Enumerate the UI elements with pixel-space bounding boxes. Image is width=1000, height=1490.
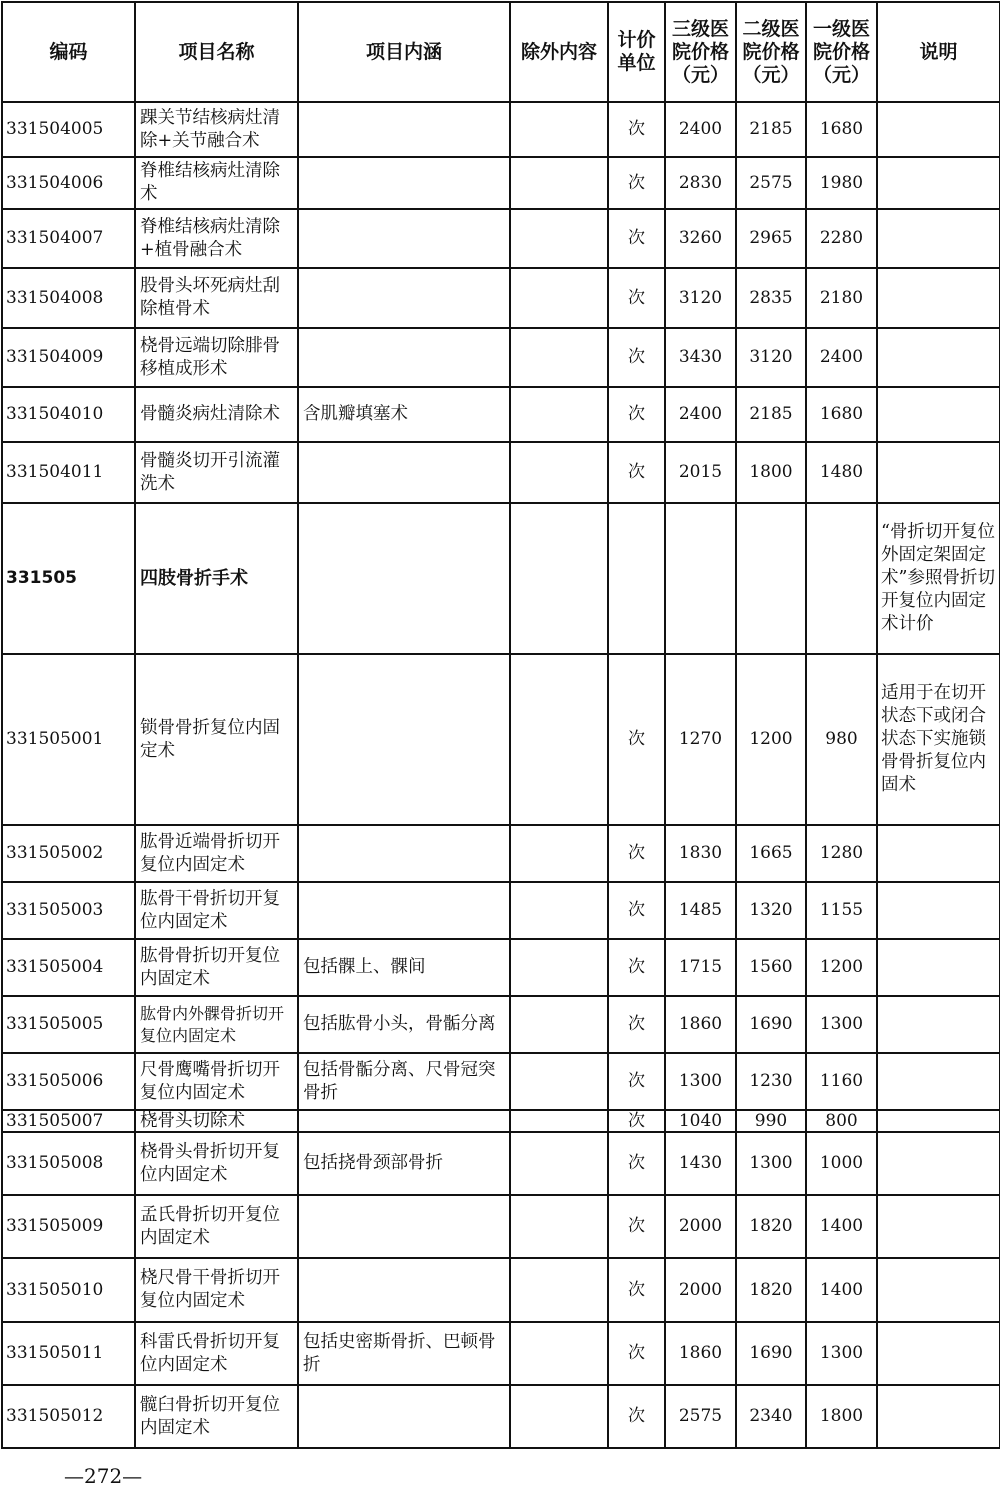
table-row	[2, 1322, 1000, 1385]
cell-code: 331505004	[2, 939, 135, 996]
cell-note	[877, 1385, 1000, 1448]
cell-price-tier1: 1800	[806, 1385, 877, 1448]
cell-price-tier1	[806, 503, 877, 654]
cell-item-name: 髋臼骨折切开复位内固定术	[135, 1385, 298, 1448]
cell-unit: 次	[608, 1195, 665, 1258]
cell-price-tier2: 1300	[736, 1132, 806, 1195]
cell-code: 331504010	[2, 387, 135, 442]
cell-code: 331504005	[2, 102, 135, 157]
cell-item-name: 肱骨干骨折切开复位内固定术	[135, 882, 298, 939]
cell-note	[877, 996, 1000, 1053]
cell-note	[877, 328, 1000, 387]
cell-price-tier3: 3260	[665, 209, 736, 268]
cell-exclusion	[510, 996, 608, 1053]
table-row	[2, 387, 1000, 442]
cell-price-tier1: 1680	[806, 387, 877, 442]
cell-item-content	[298, 654, 510, 825]
cell-unit: 次	[608, 328, 665, 387]
cell-exclusion	[510, 1322, 608, 1385]
cell-price-tier3: 3120	[665, 268, 736, 328]
cell-note	[877, 1322, 1000, 1385]
cell-unit: 次	[608, 1132, 665, 1195]
cell-price-tier2: 3120	[736, 328, 806, 387]
cell-unit: 次	[608, 1322, 665, 1385]
cell-price-tier1: 980	[806, 654, 877, 825]
cell-price-tier1: 1000	[806, 1132, 877, 1195]
table-row	[2, 442, 1000, 503]
table-row	[2, 1258, 1000, 1322]
cell-exclusion	[510, 654, 608, 825]
header-price-tier2	[736, 2, 806, 102]
cell-code: 331505007	[2, 1110, 135, 1132]
header-price-tier1-label: 一级医院价格（元）	[812, 17, 870, 86]
cell-exclusion	[510, 882, 608, 939]
cell-note	[877, 825, 1000, 882]
cell-price-tier1: 1300	[806, 1322, 877, 1385]
cell-exclusion	[510, 1053, 608, 1110]
cell-item-content: 包括骨骺分离、尺骨冠突骨折	[298, 1053, 510, 1110]
cell-unit: 次	[608, 442, 665, 503]
header-item-content: 项目内涵	[298, 2, 510, 102]
cell-note	[877, 1053, 1000, 1110]
cell-item-name: 尺骨鹰嘴骨折切开复位内固定术	[135, 1053, 298, 1110]
table-row	[2, 939, 1000, 996]
cell-price-tier2: 2340	[736, 1385, 806, 1448]
cell-price-tier3: 1430	[665, 1132, 736, 1195]
cell-price-tier3: 1485	[665, 882, 736, 939]
cell-item-content	[298, 209, 510, 268]
cell-exclusion	[510, 1110, 608, 1132]
cell-item-content	[298, 503, 510, 654]
cell-note	[877, 442, 1000, 503]
cell-item-content	[298, 157, 510, 209]
cell-price-tier3: 1860	[665, 996, 736, 1053]
cell-unit: 次	[608, 654, 665, 825]
cell-price-tier1: 1400	[806, 1195, 877, 1258]
cell-note: “骨折切开复位外固定架固定术”参照骨折切开复位内固定术计价	[877, 503, 1000, 654]
cell-note	[877, 157, 1000, 209]
cell-price-tier2: 1820	[736, 1258, 806, 1322]
table-row	[2, 1385, 1000, 1448]
table-row	[2, 1110, 1000, 1132]
cell-note	[877, 1132, 1000, 1195]
cell-price-tier3: 1040	[665, 1110, 736, 1132]
cell-item-name: 脊椎结核病灶清除术	[135, 157, 298, 209]
cell-unit: 次	[608, 825, 665, 882]
cell-note	[877, 1258, 1000, 1322]
cell-exclusion	[510, 939, 608, 996]
cell-price-tier1: 1480	[806, 442, 877, 503]
cell-price-tier1: 1155	[806, 882, 877, 939]
cell-unit: 次	[608, 1053, 665, 1110]
cell-item-content	[298, 825, 510, 882]
cell-exclusion	[510, 328, 608, 387]
cell-price-tier1: 800	[806, 1110, 877, 1132]
cell-item-content: 含肌瓣填塞术	[298, 387, 510, 442]
cell-item-name: 肱骨内外髁骨折切开复位内固定术	[135, 996, 298, 1053]
cell-exclusion	[510, 1385, 608, 1448]
cell-price-tier3: 3430	[665, 328, 736, 387]
cell-item-content	[298, 1385, 510, 1448]
cell-unit: 次	[608, 209, 665, 268]
cell-price-tier2: 2185	[736, 102, 806, 157]
header-item-name: 项目名称	[135, 2, 298, 102]
cell-price-tier2: 2185	[736, 387, 806, 442]
table-body	[2, 102, 1000, 1448]
cell-item-name: 骨髓炎切开引流灌洗术	[135, 442, 298, 503]
cell-price-tier2: 2965	[736, 209, 806, 268]
cell-unit: 次	[608, 387, 665, 442]
cell-code: 331505008	[2, 1132, 135, 1195]
cell-item-content: 包括肱骨小头，骨骺分离	[298, 996, 510, 1053]
cell-item-name: 锁骨骨折复位内固定术	[135, 654, 298, 825]
cell-price-tier3: 1270	[665, 654, 736, 825]
cell-note	[877, 1110, 1000, 1132]
cell-code: 331504006	[2, 157, 135, 209]
cell-price-tier3: 2015	[665, 442, 736, 503]
cell-code: 331504008	[2, 268, 135, 328]
cell-price-tier1: 1200	[806, 939, 877, 996]
table-row	[2, 268, 1000, 328]
cell-code: 331505012	[2, 1385, 135, 1448]
cell-price-tier2: 990	[736, 1110, 806, 1132]
cell-note	[877, 882, 1000, 939]
cell-exclusion	[510, 825, 608, 882]
cell-price-tier1: 1680	[806, 102, 877, 157]
cell-code: 331505011	[2, 1322, 135, 1385]
cell-price-tier3	[665, 503, 736, 654]
cell-code: 331504011	[2, 442, 135, 503]
cell-unit: 次	[608, 268, 665, 328]
cell-item-name: 桡骨头切除术	[135, 1110, 298, 1132]
cell-item-content	[298, 882, 510, 939]
cell-price-tier2: 1690	[736, 1322, 806, 1385]
cell-price-tier1: 2180	[806, 268, 877, 328]
cell-category-code: 331505	[2, 503, 135, 654]
table-row	[2, 825, 1000, 882]
header-code: 编码	[2, 2, 135, 102]
cell-code: 331505006	[2, 1053, 135, 1110]
cell-item-name: 骨髓炎病灶清除术	[135, 387, 298, 442]
cell-item-name: 桡尺骨干骨折切开复位内固定术	[135, 1258, 298, 1322]
table-row	[2, 996, 1000, 1053]
cell-price-tier2: 1690	[736, 996, 806, 1053]
category-row	[2, 503, 1000, 654]
cell-unit: 次	[608, 882, 665, 939]
cell-note	[877, 1195, 1000, 1258]
cell-exclusion	[510, 1132, 608, 1195]
header-pricing-unit-label: 计价单位	[617, 29, 656, 74]
cell-item-content: 包括史密斯骨折、巴顿骨折	[298, 1322, 510, 1385]
cell-price-tier1: 1400	[806, 1258, 877, 1322]
table-row	[2, 882, 1000, 939]
cell-item-name: 肱骨近端骨折切开复位内固定术	[135, 825, 298, 882]
cell-item-content	[298, 102, 510, 157]
cell-exclusion	[510, 1195, 608, 1258]
cell-price-tier2: 2835	[736, 268, 806, 328]
cell-code: 331504009	[2, 328, 135, 387]
cell-unit: 次	[608, 102, 665, 157]
cell-price-tier1: 1300	[806, 996, 877, 1053]
cell-price-tier3: 2830	[665, 157, 736, 209]
cell-price-tier3: 2400	[665, 102, 736, 157]
cell-item-name: 脊椎结核病灶清除+植骨融合术	[135, 209, 298, 268]
table-row	[2, 102, 1000, 157]
cell-price-tier3: 2000	[665, 1195, 736, 1258]
cell-code: 331505002	[2, 825, 135, 882]
cell-exclusion	[510, 503, 608, 654]
cell-unit	[608, 503, 665, 654]
cell-price-tier1: 1160	[806, 1053, 877, 1110]
cell-item-name: 桡骨远端切除腓骨移植成形术	[135, 328, 298, 387]
cell-item-content	[298, 1195, 510, 1258]
cell-item-content	[298, 1258, 510, 1322]
table-row	[2, 328, 1000, 387]
header-price-tier1	[806, 2, 877, 102]
cell-price-tier3: 2575	[665, 1385, 736, 1448]
header-price-tier3-label: 三级医院价格（元）	[671, 17, 729, 86]
cell-note	[877, 268, 1000, 328]
cell-category-name: 四肢骨折手术	[135, 503, 298, 654]
cell-exclusion	[510, 387, 608, 442]
cell-price-tier3: 1715	[665, 939, 736, 996]
cell-price-tier2: 1230	[736, 1053, 806, 1110]
cell-price-tier2: 1560	[736, 939, 806, 996]
cell-note	[877, 939, 1000, 996]
cell-code: 331504007	[2, 209, 135, 268]
cell-item-name: 科雷氏骨折切开复位内固定术	[135, 1322, 298, 1385]
header-note: 说明	[877, 2, 1000, 102]
cell-item-content	[298, 442, 510, 503]
cell-note	[877, 102, 1000, 157]
cell-exclusion	[510, 102, 608, 157]
cell-price-tier3: 2000	[665, 1258, 736, 1322]
cell-price-tier1: 1980	[806, 157, 877, 209]
table-row	[2, 1053, 1000, 1110]
cell-unit: 次	[608, 939, 665, 996]
cell-item-content: 包括挠骨颈部骨折	[298, 1132, 510, 1195]
cell-price-tier2	[736, 503, 806, 654]
cell-item-content	[298, 268, 510, 328]
cell-price-tier2: 1820	[736, 1195, 806, 1258]
header-price-tier2-label: 二级医院价格（元）	[742, 17, 800, 86]
cell-exclusion	[510, 268, 608, 328]
cell-price-tier3: 1860	[665, 1322, 736, 1385]
cell-price-tier2: 1665	[736, 825, 806, 882]
cell-price-tier2: 1200	[736, 654, 806, 825]
cell-note: 适用于在切开状态下或闭合状态下实施锁骨骨折复位内固术	[877, 654, 1000, 825]
header-exclusion: 除外内容	[510, 2, 608, 102]
cell-unit: 次	[608, 1258, 665, 1322]
table-row	[2, 654, 1000, 825]
cell-price-tier2: 2575	[736, 157, 806, 209]
cell-unit: 次	[608, 157, 665, 209]
cell-item-name: 踝关节结核病灶清除+关节融合术	[135, 102, 298, 157]
cell-code: 331505003	[2, 882, 135, 939]
cell-code: 331505005	[2, 996, 135, 1053]
table-row	[2, 209, 1000, 268]
cell-unit: 次	[608, 1110, 665, 1132]
cell-item-name: 股骨头坏死病灶刮除植骨术	[135, 268, 298, 328]
cell-exclusion	[510, 442, 608, 503]
cell-exclusion	[510, 209, 608, 268]
page-number: —272—	[64, 1464, 143, 1488]
cell-code: 331505001	[2, 654, 135, 825]
table-header-row	[2, 2, 1000, 102]
cell-code: 331505010	[2, 1258, 135, 1322]
cell-item-name: 桡骨头骨折切开复位内固定术	[135, 1132, 298, 1195]
cell-unit: 次	[608, 996, 665, 1053]
cell-item-content: 包括髁上、髁间	[298, 939, 510, 996]
cell-price-tier1: 2400	[806, 328, 877, 387]
table-row	[2, 1132, 1000, 1195]
cell-price-tier2: 1320	[736, 882, 806, 939]
cell-item-name: 肱骨骨折切开复位内固定术	[135, 939, 298, 996]
cell-exclusion	[510, 1258, 608, 1322]
cell-unit: 次	[608, 1385, 665, 1448]
cell-item-name: 孟氏骨折切开复位内固定术	[135, 1195, 298, 1258]
cell-item-content	[298, 328, 510, 387]
cell-price-tier2: 1800	[736, 442, 806, 503]
cell-price-tier3: 1830	[665, 825, 736, 882]
cell-price-tier1: 2280	[806, 209, 877, 268]
cell-price-tier3: 2400	[665, 387, 736, 442]
table-row	[2, 157, 1000, 209]
cell-note	[877, 209, 1000, 268]
cell-item-content	[298, 1110, 510, 1132]
cell-price-tier3: 1300	[665, 1053, 736, 1110]
cell-code: 331505009	[2, 1195, 135, 1258]
header-pricing-unit	[608, 2, 665, 102]
table-row	[2, 1195, 1000, 1258]
cell-price-tier1: 1280	[806, 825, 877, 882]
cell-exclusion	[510, 157, 608, 209]
cell-note	[877, 387, 1000, 442]
medical-service-price-table	[1, 1, 1000, 1449]
header-price-tier3	[665, 2, 736, 102]
